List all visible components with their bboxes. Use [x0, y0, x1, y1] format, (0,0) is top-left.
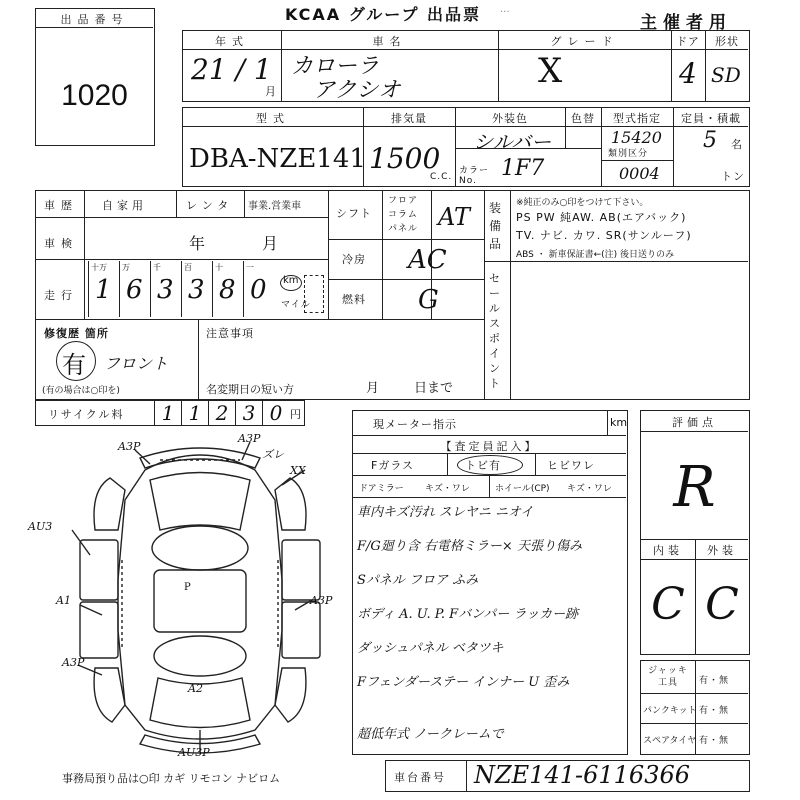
inspector-note-line: ダッシュパネル ベタツキ	[357, 641, 504, 656]
private-use: 自家用	[102, 199, 147, 212]
fuel-label: 燃料	[342, 293, 366, 306]
mileage-digit-label: 十万	[91, 263, 107, 272]
doors-label: ドア	[676, 35, 700, 48]
footer-note: 事務局預り品は○印 カギ リモコン ナビロム	[62, 772, 281, 785]
ac-label: 冷房	[342, 253, 366, 266]
equipment-line1: PS PW 純AW. AB(エアバック)	[516, 211, 687, 224]
shift-option-floor: フロア	[388, 196, 419, 206]
diagram-mark-left-door: AU3	[28, 520, 53, 533]
shift-value: AT	[438, 203, 471, 231]
car-roof	[154, 570, 246, 632]
mileage-digit-cell	[150, 261, 181, 317]
mirror-value: キズ・ワレ	[425, 484, 470, 494]
month-unit: 月	[265, 85, 277, 98]
recycle-unit: 円	[290, 408, 301, 421]
type-designation-label: 型式指定	[613, 112, 661, 125]
inspector-note-line: 超低年式 ノークレームで	[357, 727, 504, 742]
mileage-digit-value: 0	[250, 275, 267, 305]
car-windshield	[152, 526, 248, 570]
tools-box	[640, 660, 750, 755]
organizer-label: 主催者用	[640, 13, 732, 33]
chassis-value: NZE141-6116366	[474, 761, 690, 789]
notes-label: 注意事項	[206, 327, 254, 340]
mileage-digit-value: 1	[95, 275, 112, 305]
diagram-mark-zure: ズレ	[262, 448, 284, 461]
meter-label: 現メーター指示	[373, 418, 457, 431]
inspector-note-line: Fフェンダーステー インナー U 歪み	[357, 675, 570, 690]
lot-number-label: 出品番号	[60, 13, 129, 26]
repair-location: フロント	[104, 354, 169, 373]
name-change-label: 名変期日の短い方	[206, 383, 294, 396]
name-change-month: 月	[366, 381, 380, 396]
name-change-day: 日まで	[414, 381, 454, 396]
exterior-value: C	[705, 579, 739, 630]
rating-box	[640, 410, 750, 655]
class-value: 0004	[619, 164, 660, 183]
grade-value: X	[538, 51, 563, 91]
mileage-digit-label: 千	[153, 263, 161, 272]
history-block	[35, 190, 750, 400]
car-damage-diagram	[28, 430, 350, 760]
type-designation-value: 15420	[611, 128, 662, 147]
recycle-label: リサイクル料	[48, 408, 125, 421]
color-value: シルバー	[473, 130, 552, 154]
inspection-month-unit: 月	[262, 234, 279, 253]
inspector-notes	[353, 501, 626, 751]
spare-value: 有・無	[699, 736, 730, 746]
spare-label: スペアタイヤ	[643, 736, 697, 746]
car-front-bumper	[140, 448, 260, 468]
chassis-label: 車台番号	[394, 771, 446, 784]
color-change-label: 色替	[571, 112, 595, 125]
grade-label: グレード	[550, 35, 619, 48]
diagram-mark-roof: P	[184, 582, 191, 593]
mileage-digit-value: 8	[219, 275, 236, 305]
mileage-digit-cell	[88, 261, 119, 317]
recycle-digit: 1	[181, 401, 208, 425]
displacement-value: 1500	[369, 142, 441, 175]
car-hood	[150, 473, 250, 531]
interior-label: 内装	[653, 544, 683, 557]
inspector-header: 【査定員記入】	[440, 440, 539, 453]
mileage-digit-cell	[212, 261, 243, 317]
mileage-digit-cell	[119, 261, 150, 317]
equipment-line2: TV. ナビ. カワ. SR(サンルーフ)	[516, 229, 692, 242]
inspector-note-line: Sパネル フロア ふみ	[357, 573, 479, 588]
mileage-digits	[88, 261, 284, 317]
puncture-value: 有・無	[699, 706, 730, 716]
car-right-rear-fender	[275, 668, 306, 722]
inspection-year-unit: 年	[189, 234, 206, 253]
name-line1: カローラ	[291, 54, 380, 79]
jack-value: 有・無	[699, 676, 730, 686]
car-left-front-fender	[94, 478, 125, 530]
mileage-digit-label: 万	[122, 263, 130, 272]
rating-value: R	[673, 455, 716, 520]
mileage-digit-cell	[243, 261, 274, 317]
rental-use: レンタ	[186, 199, 234, 212]
car-left-rear-door	[80, 602, 118, 658]
glass-value: トビ有	[465, 459, 501, 472]
wheel-label: ホイール(CP)	[495, 484, 550, 494]
glass-label: Fガラス	[371, 459, 414, 472]
inspector-note-line: 車内キズ汚れ スレヤニ ニオイ	[357, 505, 534, 520]
jack-label: ジャッキ工具	[648, 666, 688, 688]
doors-value: 4	[679, 57, 697, 90]
car-body-outline	[118, 455, 282, 739]
repair-label: 修復歴 箇所	[44, 327, 109, 340]
mile-box	[304, 275, 324, 313]
name-label: 車名	[372, 35, 407, 48]
mileage-digit-value: 3	[188, 275, 205, 305]
mileage-digit-label: 百	[184, 263, 192, 272]
name-line2: アクシオ	[313, 78, 401, 103]
chassis-row	[385, 760, 750, 792]
car-rear-window	[154, 636, 246, 676]
displacement-unit: C.C.	[430, 172, 453, 182]
mileage-digit-value: 6	[126, 275, 143, 305]
interior-value: C	[651, 579, 685, 630]
class-label: 類別区分	[608, 149, 649, 159]
car-left-rear-fender	[94, 668, 125, 722]
mileage-digit-label: 十	[215, 263, 223, 272]
car-right-front-fender	[275, 478, 306, 530]
diagram-mark-left-rear: A3P	[62, 656, 85, 669]
lot-number-box	[35, 8, 155, 146]
ac-value: AC	[408, 245, 447, 275]
recycle-row	[35, 400, 305, 426]
business-use: 事業.営業車	[248, 201, 302, 212]
color-label: 外装色	[492, 112, 528, 125]
history-label: 車歴	[44, 199, 78, 212]
small-mark: ...	[500, 4, 510, 15]
repair-note: (有の場合は○印を)	[42, 386, 120, 396]
year-value: 21 / 1	[191, 53, 272, 86]
equipment-line3: ABS ・ 新車保証書←(注) 後日送りのみ	[516, 250, 675, 260]
inspector-note-line: F/G廻り含 右電格ミラー× 天張り傷み	[357, 539, 582, 554]
meter-box	[352, 410, 628, 755]
model-row	[182, 107, 750, 187]
recycle-digit: 2	[208, 401, 235, 425]
recycle-digits	[154, 401, 289, 425]
color-no-value: 1F7	[501, 156, 545, 181]
car-right-rear-door	[282, 602, 320, 658]
equipment-note: ※純正のみ○印をつけて下さい。	[516, 198, 649, 208]
meter-unit: km	[610, 416, 628, 429]
model-label: 型式	[256, 112, 290, 125]
inspector-note-line: ボディ A. U. P. Fバンパー ラッカー跡	[357, 607, 579, 622]
sales-point-label: セールスポイント	[489, 272, 501, 390]
fuel-value: G	[418, 285, 439, 315]
diagram-mark-right-side: A3P	[310, 594, 333, 607]
diagram-mark-left-side: A1	[56, 594, 71, 607]
repair-value: 有	[62, 351, 86, 379]
diagram-mark-front-right: A3P	[238, 432, 261, 445]
car-right-front-door	[282, 540, 320, 600]
mile-label: マイル	[281, 300, 311, 310]
mileage-digit-label: 一	[246, 263, 254, 272]
shift-label: シフト	[336, 207, 372, 220]
wheel-value: キズ・ワレ	[567, 484, 612, 494]
puncture-label: パンクキット	[643, 706, 697, 716]
mileage-digit-cell	[181, 261, 212, 317]
shift-option-column: コラム	[388, 210, 418, 220]
km-label: km	[283, 275, 299, 286]
capacity-label: 定員・積載	[681, 112, 741, 125]
exterior-label: 外装	[707, 544, 737, 557]
capacity-value: 5	[703, 128, 717, 153]
recycle-digit: 1	[154, 401, 181, 425]
recycle-digit: 0	[262, 401, 289, 425]
rating-label: 評価点	[672, 416, 717, 429]
diagram-mark-xx: XX	[290, 464, 306, 477]
model-value: DBA-NZE141	[189, 144, 366, 174]
diagram-mark-front-left: A3P	[118, 440, 141, 453]
mileage-label: 走行	[44, 289, 78, 302]
color-no-label: カラー No.	[459, 166, 490, 186]
year-label: 年式	[215, 35, 249, 48]
diagram-mark-trunk: A2	[188, 682, 203, 695]
equipment-label: 装備品	[489, 201, 503, 251]
vehicle-row	[182, 30, 750, 102]
mirror-label: ドアミラー	[359, 484, 404, 494]
displacement-label: 排気量	[391, 112, 427, 125]
shift-option-panel: パネル	[388, 224, 419, 234]
body-value: SD	[711, 63, 741, 87]
mileage-digit-value: 3	[157, 275, 174, 305]
form-title: KCAA グループ 出品票	[285, 5, 482, 24]
recycle-digit: 3	[235, 401, 262, 425]
diagram-mark-rear-bumper: AU3P	[178, 746, 210, 759]
capacity-unit: 名	[731, 138, 743, 151]
load-unit: トン	[721, 170, 745, 183]
body-label: 形状	[715, 35, 739, 48]
lot-number-value: 1020	[61, 79, 128, 112]
inspection-label: 車検	[44, 237, 78, 250]
glass-crack: ヒビワレ	[547, 459, 595, 472]
